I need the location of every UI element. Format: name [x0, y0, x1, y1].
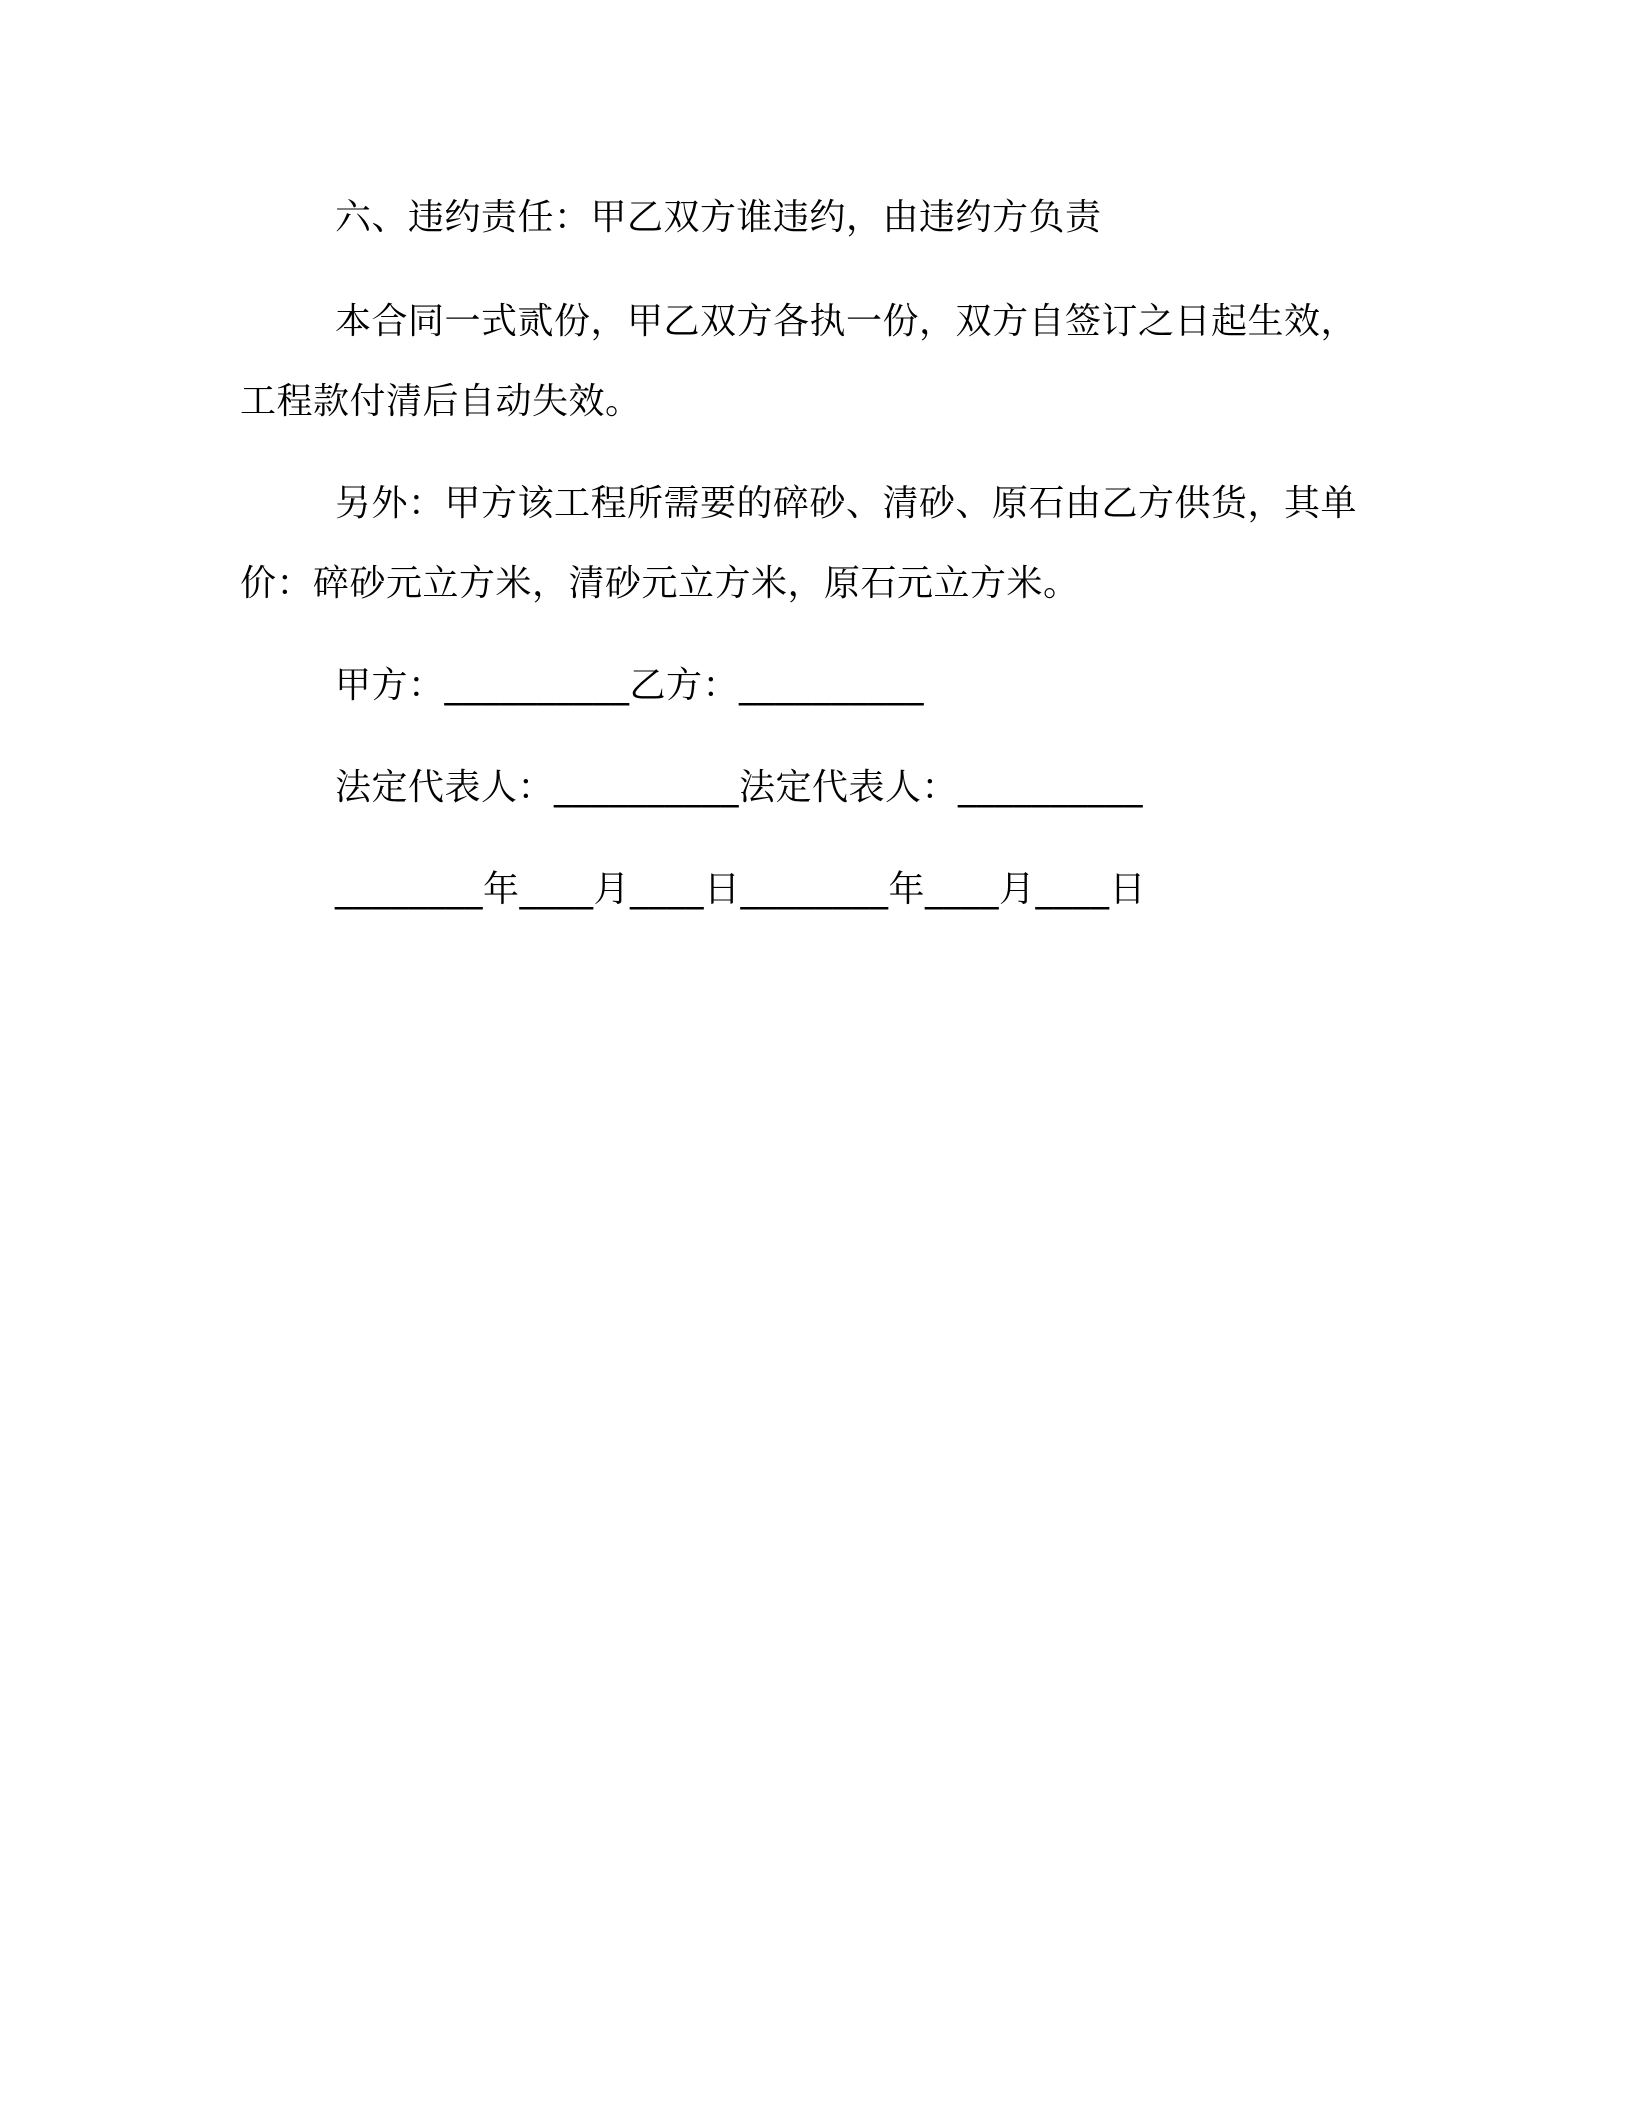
parties-signature-line: [240, 646, 1370, 726]
supply-text-line-2: 价：碎砂元立方米，清砂元立方米，原石元立方米。: [240, 563, 1080, 604]
representatives-signature-line: [240, 748, 1370, 828]
representatives-text: 法定代表人：__________法定代表人：__________: [335, 767, 1144, 808]
liability-text: 六、违约责任：甲乙双方谁违约，由违约方负责: [335, 197, 1102, 238]
supply-paragraph: [240, 464, 1370, 624]
copies-text-line-2: 工程款付清后自动失效。: [240, 381, 642, 422]
copies-paragraph: [240, 282, 1370, 442]
copies-text-line-1: 本合同一式贰份，甲乙双方各执一份，双方自签订之日起生效，: [335, 301, 1358, 342]
supply-text-line-1: 另外：甲方该工程所需要的碎砂、清砂、原石由乙方供货，其单: [335, 483, 1358, 524]
dates-text: ________年____月____日________年____月____日: [335, 869, 1146, 910]
parties-text: 甲方：__________乙方：__________: [335, 665, 925, 706]
liability-paragraph: [240, 178, 1370, 258]
date-signature-line: [240, 850, 1370, 930]
